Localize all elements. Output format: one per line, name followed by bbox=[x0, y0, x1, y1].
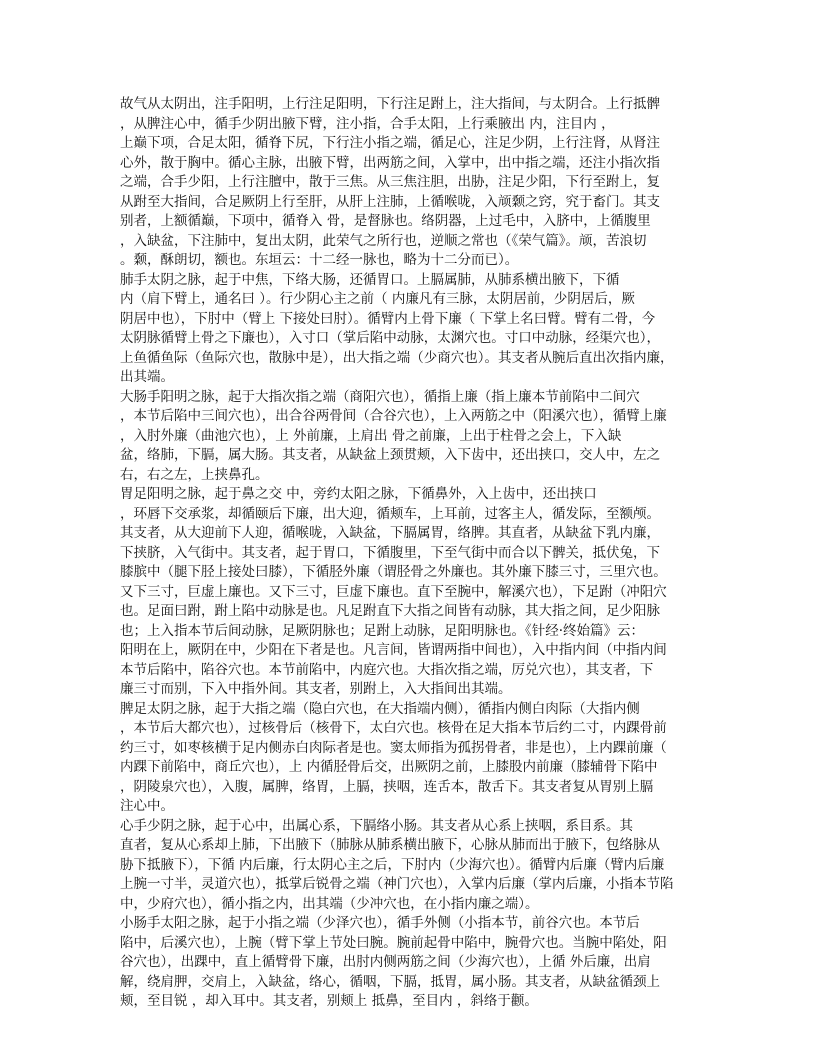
text-line: 。颡，酥朗切，额也。东垣云：十二经一脉也，略为十二分而已）。 bbox=[120, 252, 519, 268]
text-line: ，本节后大都穴也），过核骨后（核骨下，太白穴也。核骨在足大指本节后约二寸，内踝骨前 bbox=[120, 720, 667, 736]
text-line: 之端，合手少阳，上行注膻中，散于三焦。从三焦注胆，出胁，注足少阳，下行至跗上，复 bbox=[120, 174, 660, 190]
text-line: 肺手太阴之脉，起于中焦，下络大肠，还循胃口。上膈属肺，从肺系横出腋下，下循 bbox=[120, 271, 620, 288]
text-line: 太阴脉循臂上骨之下廉也），入寸口（掌后陷中动脉，太渊穴也。寸口中动脉，经渠穴也）， bbox=[120, 330, 660, 346]
text-line: 心外，散于胸中。循心主脉，出腋下臂，出两筋之间，入掌中，出中指之端，还注小指次指 bbox=[120, 154, 660, 171]
text-line: 颊，至目锐 ，却入耳中。其支者，别颊上 抵鼻，至目内 ，斜络于颧。 bbox=[120, 993, 538, 1009]
text-line: 从跗至大指间，合足厥阴上行至肝，从肝上注肺，上循喉咙，入颃颡之窍，究于畜门。其支 bbox=[120, 193, 660, 210]
text-line: 阳明在上，厥阴在中，少阳在下者是也。凡言间，皆谓两指中间也），入中指内间（中指内间 bbox=[120, 642, 667, 658]
text-line: 上鱼循鱼际（鱼际穴也，散脉中是），出大指之端（少商穴也）。其支者从腕后直出次指内廉， bbox=[120, 349, 674, 366]
text-line: 小肠手太阳之脉，起于小指之端（少泽穴也），循手外侧（小指本节，前谷穴也。本节后 bbox=[120, 915, 640, 931]
text-line: ，阴陵泉穴也），入腹，属脾，络胃，上膈，挟咽，连舌本，散舌下。其支者复从胃别上膈 bbox=[120, 778, 654, 795]
text-line: 膝膑中（腿下胫上接处曰膝），下循胫外廉（谓胫骨之外廉也。其外廉下膝三寸，三里穴也。 bbox=[120, 564, 667, 580]
text-line: 中，少府穴也），循小指之内，出其端（少冲穴也，在小指内廉之端）。 bbox=[120, 895, 539, 912]
text-line: 脾足太阴之脉，起于大指之端（隐白穴也，在大指端内侧），循指内侧白肉际（大指内侧 bbox=[120, 700, 640, 717]
text-line: 下挟脐，入气街中。其支者，起于胃口，下循腹里，下至气街中而合以下髀关，抵伏兔，下 bbox=[120, 544, 660, 561]
text-line: 别者，上额循巅，下项中，循脊入 骨，是督脉也。络阴器，上过毛中，入脐中，上循腹里 bbox=[120, 213, 651, 229]
text-line: 大肠手阳明之脉，起于大指次指之端（商阳穴也），循指上廉（指上廉本节前陷中二间穴 bbox=[120, 388, 640, 405]
text-line: 也。足面曰跗，跗上陷中动脉是也。凡足跗直下大指之间皆有动脉，其大指之间，足少阳脉 bbox=[120, 603, 660, 619]
text-line: 又下三寸，巨虚上廉也。又下三寸，巨虚下廉也。直下至腕中，解溪穴也），下足跗（冲阳穴 bbox=[120, 583, 667, 600]
text-line: 内踝下前陷中，商丘穴也），上 内循胫骨后交，出厥阴之前，上膝股内前廉（膝辅骨下陷中 bbox=[120, 759, 658, 775]
text-line: 本节后陷中，陷谷穴也。本节前陷中，内庭穴也。大指次指之端，厉兑穴也），其支者，下 bbox=[120, 661, 654, 678]
text-line: 其支者，从大迎前下人迎，循喉咙，入缺盆，下膈属胃，络脾。其直者，从缺盆下乳内廉， bbox=[120, 525, 660, 541]
text-line: 上腕一寸半，灵道穴也），抵掌后锐骨之端（神门穴也），入掌内后廉（掌内后廉，小指本节陷 bbox=[120, 876, 674, 892]
text-line: 胁下抵腋下），下循 内后廉，行太阴心主之后，下肘内（少海穴也）。循臂内后廉（臂内后廉 bbox=[120, 856, 665, 873]
text-line: 廉三寸而别，下入中指外间。其支者，别跗上，入大指间出其端。 bbox=[120, 681, 512, 697]
text-line: ，环唇下交承浆，却循颐后下廉，出大迎，循颊车，上耳前，过客主人，循发际，至额颅。 bbox=[120, 505, 660, 522]
text-line: ，本节后陷中三间穴也），出合谷两骨间（合谷穴也），上入两筋之中（阳溪穴也），循臂上廉 bbox=[120, 408, 667, 424]
text-line: 右，右之左，上挟鼻孔。 bbox=[120, 466, 269, 483]
text-line: 心手少阴之脉，起于心中，出属心系，下膈络小肠。其支者从心系上挟咽，系目系。其 bbox=[120, 817, 633, 834]
text-line: 胃足阳明之脉，起于鼻之交 中，旁约太阳之脉，下循鼻外，入上齿中，还出挟口 bbox=[120, 486, 597, 502]
text-line: 也；上入指本节后间动脉，足厥阴脉也；足跗上动脉，足阳明脉也。《针经·终始篇》云： bbox=[120, 622, 645, 639]
text-line: ，入缺盆，下注肺中，复出太阴，此荣气之所行也，逆顺之常也（《荣气篇》。颃，苦浪切 bbox=[120, 232, 647, 249]
text-line: ，从脾注心中，循手少阴出腋下臂，注小指，合手太阳，上行乘腋出 内，注目内 ， bbox=[120, 115, 615, 132]
text-line: 上巅下项，合足太阳，循脊下尻，下行注小指之端，循足心，注足少阴，上行注肾，从肾注 bbox=[120, 135, 660, 151]
text-line: 谷穴也），出踝中，直上循臂骨下廉，出肘内侧两筋之间（少海穴也），上循 外后廉，出肩 bbox=[120, 954, 651, 970]
text-line: 约三寸，如枣核横于足内侧赤白肉际者是也。窦太师指为孤拐骨者，非是也），上内踝前廉（ bbox=[120, 739, 667, 756]
document-page bbox=[120, 95, 678, 1012]
text-line: ，入肘外廉（曲池穴也），上 外前廉，上肩出 骨之前廉，上出于柱骨之会上，下入缺 bbox=[120, 427, 622, 444]
text-line: 注心中。 bbox=[120, 798, 174, 814]
text-line: 解，绕肩胛，交肩上，入缺盆，络心，循咽，下膈，抵胃，属小肠。其支者，从缺盆循颈上 bbox=[120, 973, 660, 990]
text-line: 直者，复从心系却上肺，下出腋下（肺脉从肺系横出腋下，心脉从肺而出于腋下，包络脉从 bbox=[120, 837, 660, 853]
text-line: 阴居中也），下肘中（臂上 下接处曰肘）。循臂内上骨下廉（ 下掌上名曰臂。臂有二骨，今 bbox=[120, 310, 656, 327]
text-line: 故气从太阴出，注手阳明，上行注足阳明，下行注足跗上，注大指间，与太阴合。上行抵髀 bbox=[120, 96, 660, 112]
text-line: 陷中，后溪穴也），上腕（臂下掌上节处曰腕。腕前起骨中陷中，腕骨穴也。当腕中陷处，阳 bbox=[120, 934, 667, 951]
text-line: 盆，络肺，下膈，属大肠。其支者，从缺盆上颈贯颊，入下齿中，还出挟口，交人中，左之 bbox=[120, 447, 660, 463]
text-line: 出其端。 bbox=[120, 369, 174, 385]
text-line: 内（肩下臂上，通名曰 ）。行少阴心主之前（ 内廉凡有三脉，太阴居前，少阴居后，厥 bbox=[120, 291, 635, 307]
